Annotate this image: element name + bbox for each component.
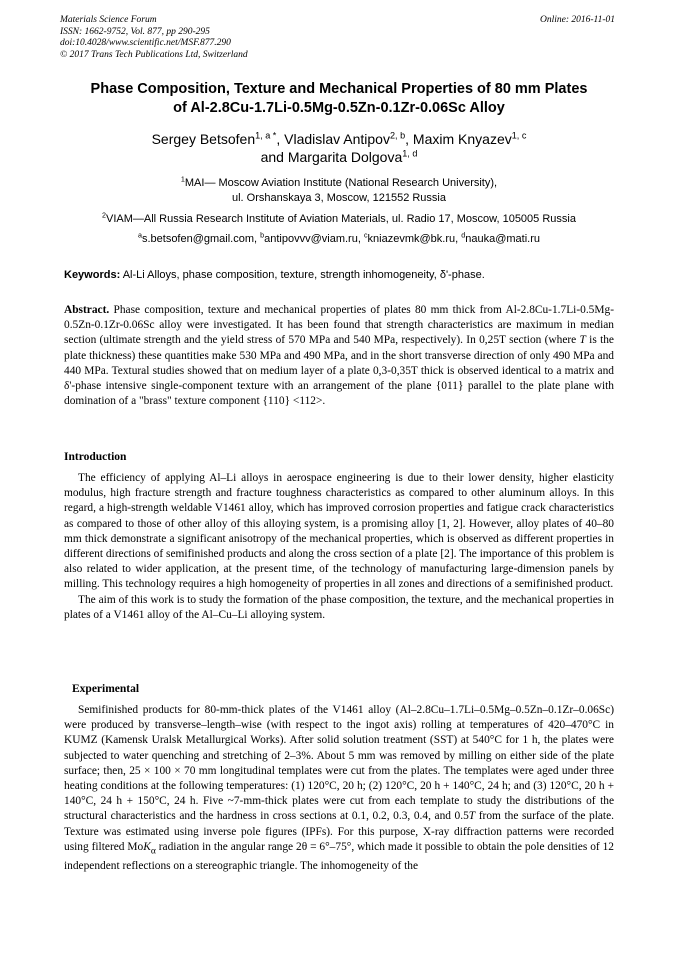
introduction-body xyxy=(64,471,614,623)
email-link[interactable]: antipovvv@viam.ru xyxy=(264,233,358,245)
abstract-label: Abstract. xyxy=(64,304,110,316)
thickness-variable: T xyxy=(579,334,586,347)
doi-line: doi:10.4028/www.scientific.net/MSF.877.290 xyxy=(60,38,231,48)
authors-line-1: Sergey Betsofen$^{1, a *}$, Vladislav Antipov$^{2, b}$, Maxim Knyazev$^{1, c}$ xyxy=(151,130,527,147)
abstract-text: is the plate thickness) these quantities make 530 MPa and 490 MPa, and in the short transverse direction of only 490 MPa and 440 MPa. Textural studies showed that on medium layer of a plate 0,3-0,35T thick is observed identical to a matrix and δ'-phase intensive single-component texture with an arrangement of the plane {011} parallel to the plate plane with domination of a "brass" texture component {110} <112>. xyxy=(64,334,614,408)
author-emails: $^a$s.betsofen@gmail.com, $^b$antipovvv@viam.ru, $^c$kniazevmk@bk.ru, $^d$nauka@mati.ru xyxy=(137,231,540,245)
affiliation-text: MAI— Moscow Aviation Institute (National Research University), xyxy=(184,177,498,189)
online-date: Online: 2016-11-01 xyxy=(539,15,615,25)
keywords-text: Al-Li Alloys, phase composition, texture, strength inhomogeneity, δ'-phase. xyxy=(122,269,485,281)
author-affil-sup: 2, b xyxy=(389,130,406,141)
title-line-2: of Al-2.8Cu-1.7Li-0.5Mg-0.5Zn-0.1Zr-0.06Sc Alloy xyxy=(173,100,505,116)
issn-line: ISSN: 1662-9752, Vol. 877, pp 290-295 xyxy=(60,26,210,37)
email-link[interactable]: nauka@mati.ru xyxy=(465,233,540,245)
experimental-body xyxy=(64,703,614,875)
author-name: Vladislav Antipov xyxy=(284,131,390,147)
author-affil-sup: 1, a * xyxy=(255,130,277,141)
keywords xyxy=(64,268,614,283)
paragraph-text: Semifinished products for 80-mm-thick plates of the V1461 alloy (Al–2.8Cu–1.7Li–0.5Mg–0.5Zn–0.1Zr–0.06Sc) were produced by transverse–length–wise (with respect to the ingot axis) rolling at temperatures of 420–470°C in KUMZ (Kamensk Uralsk Metallurgical Works). After solid solution treatment (SST) at 540°C for 1 h, the plates were subjected to water quenching and stretching of 2–3%. About 5 mm was removed by milling on either side of the plate surface; then, 25 × 100 × 70 mm longitudinal templates were cut from the plates. The templates were aged under three heating conditions at the following temperatures: (1) 120°C, 20 h; (2) 120°C, 20 h + 140°C, 24 h; and (3) 120°C, 20 h + 140°C, 24 h + 150°C, 24 h. Five ~7-mm-thick plates were cut from each template to study the distributions of the structural characteristics and the hardness in cross sections at 0.1, 0.2, 0.3, 0.4, and 0.5 xyxy=(64,704,614,823)
keywords-label: Keywords: xyxy=(64,269,121,281)
alpha-subscript: α xyxy=(150,846,156,857)
affiliation-sup: 1 xyxy=(180,175,185,184)
affiliation-address: ul. Orshanskaya 3, Moscow, 121552 Russia xyxy=(231,192,446,204)
paragraph-text: from the surface of the plate. Texture was estimated using inverse pole figures (IPFs). For this purpose, X-ray diffraction patterns were recorded using filtered Mo xyxy=(64,810,614,853)
title-line-1: Phase Composition, Texture and Mechanical Properties of 80 mm Plates xyxy=(90,81,588,97)
journal-name: Materials Science Forum xyxy=(60,15,157,25)
paragraph-text: radiation in the angular range 2θ = 6°–75°, which made it possible to obtain the pole densities of 12 independent reflections on a stereographic triangle. The inhomogeneity of the xyxy=(64,840,614,873)
paragraph: The aim of this work is to study the formation of the phase composition, the texture, and the mechanical properties in plates of a V1461 alloy of the Al–Cu–Li alloying system. xyxy=(64,593,614,621)
author-list xyxy=(50,130,628,166)
journal-metadata xyxy=(60,15,248,61)
email-link[interactable]: kniazevmk@bk.ru xyxy=(367,233,456,245)
k-variable: K xyxy=(143,840,151,853)
thickness-variable: T xyxy=(468,810,476,823)
author-name: Maxim Knyazev xyxy=(412,131,512,147)
author-name: Sergey Betsofen xyxy=(151,131,256,147)
author-affil-sup: 1, d xyxy=(402,148,418,159)
paragraph: The efficiency of applying Al–Li alloys in aerospace engineering is due to their lower density, higher elasticity modulus, high fracture strength and fracture toughness characteristics as compared to other aluminum alloys. In this regard, a high-strength weldable V1461 alloy, which has improved corrosion properties and fatigue crack characteristics as compared to those of other alloy of this alloying system, is a promising alloy [1, 2]. However, alloy plates of 40–80 mm thick demonstrate a significant anisotropy of the mechanical properties, which is observed as different properties in different directions of semifinished products and along the cross section of a plate [2]. The importance of this problem is also related to wider application, at the present time, of the technology of manufacturing large-dimension panels by milling. This technology requires a high homogeneity of properties in all zones and directions of a semifinished product. xyxy=(64,472,614,591)
author-conjunction: and xyxy=(260,149,284,165)
section-heading-experimental: Experimental xyxy=(72,683,140,695)
affiliation-2 xyxy=(50,212,628,227)
affiliation-sup: 2 xyxy=(102,211,106,220)
authors-line-2 xyxy=(50,148,628,166)
email-link[interactable]: s.betsofen@gmail.com xyxy=(141,233,255,245)
abstract-text: Phase composition, texture and mechanical properties of plates 80 mm thick from Al-2.8Cu-1.7Li-0.5Mg-0.5Zn-0.1Zr-0.06Sc alloy were investigated. It has been found that strength characteristics are maximum in median section (ultimate strength and the yield stress of 570 MPa and 540 MPa, respectively). In 0,25T section (where xyxy=(64,304,614,347)
abstract xyxy=(64,303,614,409)
author-name: Margarita Dolgova xyxy=(287,149,403,165)
affiliation-text: VIAM—All Russia Research Institute of Aviation Materials, ul. Radio 17, Moscow, 105005 Russia xyxy=(106,213,576,225)
section-heading-introduction: Introduction xyxy=(64,451,127,463)
author-affil-sup: 1, c xyxy=(511,130,527,141)
copyright-line: © 2017 Trans Tech Publications Ltd, Switzerland xyxy=(60,49,248,60)
paper-title xyxy=(50,80,628,118)
affiliation-1 xyxy=(50,176,628,206)
